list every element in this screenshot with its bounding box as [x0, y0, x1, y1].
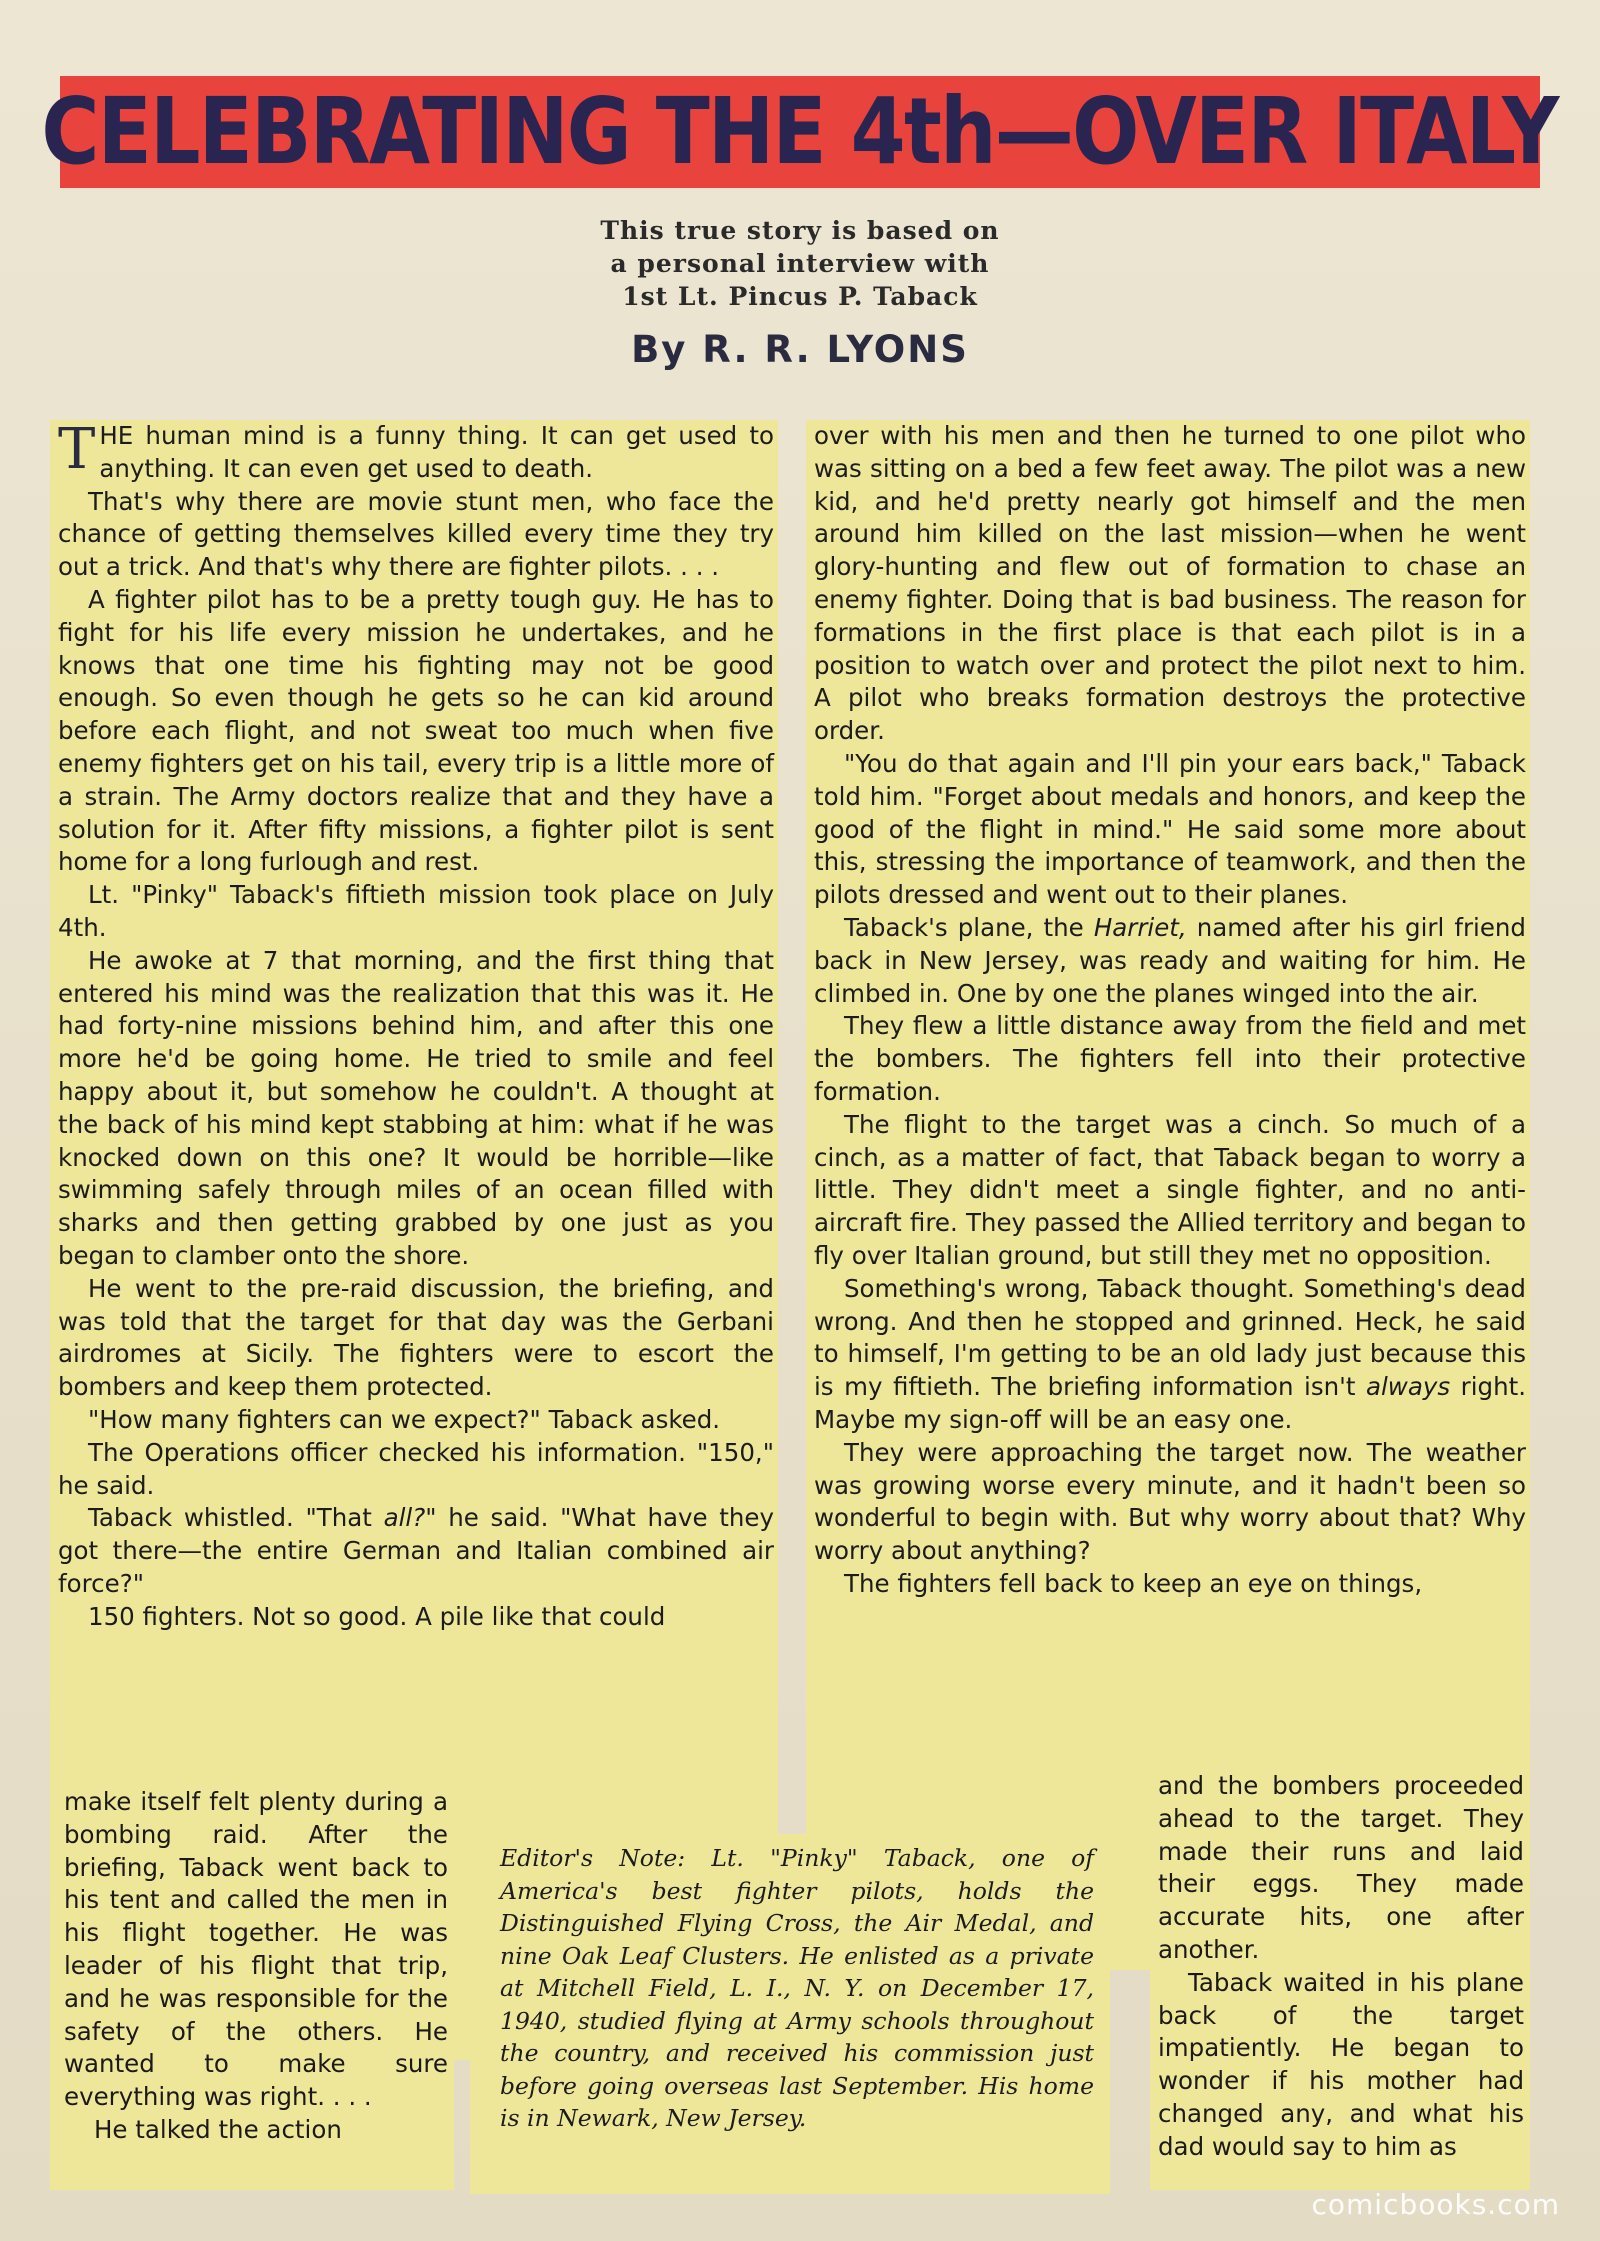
paragraph: Something's wrong, Taback thought. Something's dead wrong. And then he stopped and grinned. Heck, he said to himself, I'm getting to be an old lady just because this is my fiftieth. The briefing information isn't always right. Maybe my sign-off will be an easy one.: [814, 1273, 1526, 1434]
editors-note: Editor's Note: Lt. "Pinky" Taback, one of America's best fighter pilots, holds the Distinguished Flying Cross, the Air Medal, and nine Oak Leaf Clusters. He enlisted as a private at Mitchell Field, L. I., N. Y. on December 17, 1940, studied flying at Army schools throughout the country, and received his commission just before going overseas last September. His home is in Newark, New Jersey.: [470, 1834, 1110, 2194]
paragraph: Lt. "Pinky" Taback's fiftieth mission took place on July 4th.: [58, 880, 774, 942]
intro-line: This true story is based on: [600, 216, 1000, 245]
paragraph: That's why there are movie stunt men, who face the chance of getting themselves killed every time they try out a trick. And that's why there are fighter pilots. . . .: [58, 486, 774, 582]
paragraph: They were approaching the target now. The weather was growing worse every minute, and it hadn't been so wonderful to begin with. But why worry about that? Why worry about anything?: [814, 1437, 1526, 1566]
paragraph: make itself felt plenty during a bombing raid. After the briefing, Taback went back to his tent and called the men in his flight together. He was leader of his flight that trip, and he was responsible for the safety of the others. He wanted to make sure everything was right. . . .: [64, 1787, 448, 2112]
paragraph: "How many fighters can we expect?" Taback asked.: [88, 1404, 721, 1434]
paragraph: Taback whistled. "That all?" he said. "What have they got there—the entire German and Italian combined air force?": [58, 1503, 774, 1598]
paragraph: He awoke at 7 that morning, and the first thing that entered his mind was the realization that this was it. He had forty-nine missions behind him, and after this one more he'd be going home. He tried to smile and feel happy about it, but somehow he couldn't. A thought at the back of his mind kept stabbing at him: what if he was knocked down on this one? It would be horrible—like swimming safely through miles of an ocean filled with sharks and then getting grabbed by one just as you began to clamber onto the shore.: [58, 945, 774, 1270]
article-title: CELEBRATING THE 4th—OVER ITALY: [41, 78, 1559, 185]
paragraph: "You do that again and I'll pin your ears back," Taback told him. "Forget about medals and honors, and keep the good of the flight in mind." He said some more about this, stressing the importance of teamwork, and then the pilots dressed and went out to their planes.: [814, 748, 1526, 910]
intro-text: [480, 214, 1120, 313]
intro-line: a personal interview with: [610, 249, 990, 278]
paragraph: The flight to the target was a cinch. So much of a cinch, as a matter of fact, that Taback began to worry a little. They didn't meet a single fighter, and no anti-aircraft fire. They passed the Allied territory and began to fly over Italian ground, but still they met no opposition.: [814, 1109, 1526, 1270]
right-column: [806, 420, 1530, 1970]
byline: By R. R. LYONS: [631, 328, 969, 371]
paragraph: over with his men and then he turned to one pilot who was sitting on a bed a few feet away. The pilot was a new kid, and he'd pretty nearly got himself and the men around him killed on the last mission—when he went glory-hunting and flew out of formation to chase an enemy fighter. Doing that is bad business. The reason for formations in the first place is that each pilot is in a position to watch over and protect the pilot next to him. A pilot who breaks formation destroys the protective order.: [814, 421, 1526, 746]
paragraph: 150 fighters. Not so good. A pile like that could: [88, 1601, 666, 1631]
title-banner: [41, 76, 1559, 188]
intro-line: 1st Lt. Pincus P. Taback: [622, 282, 978, 311]
paragraph: A fighter pilot has to be a pretty tough guy. He has to fight for his life every mission he undertakes, and he knows that one time his fighting may not be good enough. So even though he gets so he can kid around before each flight, and not sweat too much when five enemy fighters get on his tail, every trip is a little more of a strain. The Army doctors realize that and they have a solution for it. After fifty missions, a fighter pilot is sent home for a long furlough and rest.: [58, 584, 774, 877]
paragraph: The Operations officer checked his information. "150," he said.: [58, 1437, 774, 1500]
paragraph: The fighters fell back to keep an eye on things,: [844, 1568, 1423, 1598]
paragraph: He talked the action: [94, 2114, 342, 2144]
paragraph: He went to the pre-raid discussion, the briefing, and was told that the target for that day was the Gerbani airdromes at Sicily. The fighters were to escort the bombers and keep them protected.: [58, 1273, 774, 1402]
right-column-tail: [1150, 1770, 1530, 2190]
left-column-tail: [50, 1786, 454, 2190]
paragraph: They flew a little distance away from the field and met the bombers. The fighters fell into their protective formation.: [814, 1011, 1526, 1106]
paragraph: and the bombers proceeded ahead to the target. They made their runs and laid their eggs. They made accurate hits, one after another.: [1158, 1771, 1524, 1964]
paragraph: Taback waited in his plane back of the target impatiently. He began to wonder if his mother had changed any, and what his dad would say to him as: [1158, 1967, 1524, 2161]
watermark: comicbooks.com: [1311, 2188, 1560, 2221]
drop-cap: T: [58, 420, 96, 482]
paragraph: Taback's plane, the Harriet, named after his girl friend back in New Jersey, was ready and waiting for him. He climbed in. One by one the planes winged into the air.: [814, 912, 1526, 1008]
paragraph: THE human mind is a funny thing. It can get used to anything. It can even get used to death.: [58, 420, 774, 483]
